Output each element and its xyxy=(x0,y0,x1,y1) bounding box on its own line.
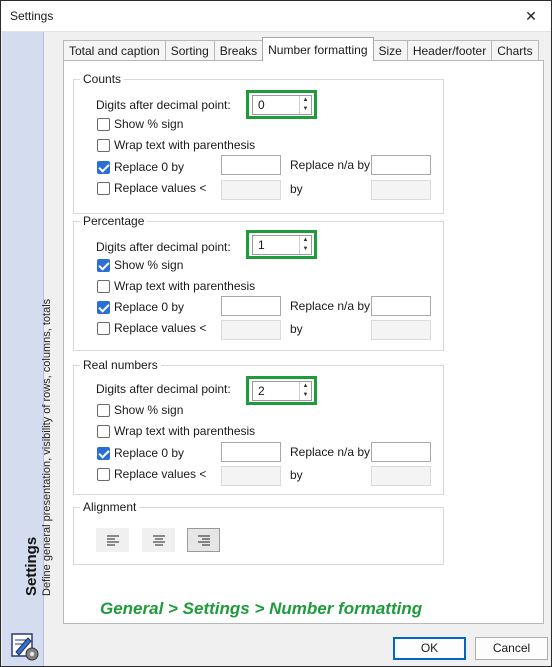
tab-breaks[interactable]: Breaks xyxy=(214,40,263,61)
spinner-buttons xyxy=(299,236,311,254)
counts-group xyxy=(73,72,444,214)
spin-up-icon[interactable]: ▲ xyxy=(302,383,309,389)
wrap-label: Wrap text with parenthesis xyxy=(114,138,256,152)
show-percent-label: Show % sign xyxy=(114,117,184,131)
counts-group-title: Counts xyxy=(80,72,124,86)
real-wrap-checkbox[interactable] xyxy=(97,425,110,438)
tab-size[interactable]: Size xyxy=(373,40,408,61)
percentage-replace0-checkbox[interactable] xyxy=(97,301,110,314)
tab-header-footer[interactable]: Header/footer xyxy=(407,40,492,61)
spin-down-icon[interactable]: ▼ xyxy=(302,392,309,398)
real-replace-values-input xyxy=(221,466,281,486)
align-left-button[interactable] xyxy=(96,528,129,552)
counts-replace-values-checkbox[interactable] xyxy=(97,182,110,195)
digits-label: Digits after decimal point: xyxy=(96,240,231,254)
counts-replace0-input[interactable] xyxy=(221,155,281,175)
percentage-show-percent-checkbox[interactable] xyxy=(97,259,110,272)
window-title: Settings xyxy=(10,9,54,23)
real-replace-na-input[interactable] xyxy=(371,442,431,462)
title-bar xyxy=(1,1,551,32)
percentage-replace-values-input xyxy=(221,320,281,340)
spin-up-icon[interactable]: ▲ xyxy=(302,237,309,243)
percentage-wrap-checkbox[interactable] xyxy=(97,280,110,293)
navigation-path-note: General > Settings > Number formatting xyxy=(100,599,423,618)
close-icon[interactable]: ✕ xyxy=(525,8,537,24)
real-digits-value: 2 xyxy=(258,384,265,398)
replace-values-label: Replace values < xyxy=(114,181,207,195)
tab-sorting[interactable]: Sorting xyxy=(165,40,215,61)
percentage-replace0-input[interactable] xyxy=(221,296,281,316)
settings-pencil-gear-icon xyxy=(10,632,40,662)
replace-values-label: Replace values < xyxy=(114,321,207,335)
cancel-button[interactable]: Cancel xyxy=(475,637,548,660)
wrap-label: Wrap text with parenthesis xyxy=(114,279,256,293)
real-numbers-group-title: Real numbers xyxy=(80,358,161,372)
digits-label: Digits after decimal point: xyxy=(96,382,231,396)
ok-button[interactable]: OK xyxy=(393,637,466,660)
replace-values-label: Replace values < xyxy=(114,467,207,481)
by-label: by xyxy=(290,322,303,336)
percentage-digits-spinner[interactable] xyxy=(252,235,312,255)
replace-na-label: Replace n/a by xyxy=(290,445,371,459)
real-replace-by-input xyxy=(371,466,431,486)
replace-na-label: Replace n/a by xyxy=(290,158,371,172)
spinner-buttons xyxy=(299,96,311,114)
real-replace0-input[interactable] xyxy=(221,442,281,462)
align-center-button[interactable] xyxy=(142,528,175,552)
replace0-label: Replace 0 by xyxy=(114,160,185,174)
counts-show-percent-checkbox[interactable] xyxy=(97,118,110,131)
digits-label: Digits after decimal point: xyxy=(96,98,231,112)
by-label: by xyxy=(290,468,303,482)
spin-down-icon[interactable]: ▼ xyxy=(302,246,309,252)
align-right-button[interactable] xyxy=(187,528,220,552)
counts-replace-by-input xyxy=(371,180,431,200)
wrap-label: Wrap text with parenthesis xyxy=(114,424,256,438)
percentage-group xyxy=(73,214,444,351)
percentage-group-title: Percentage xyxy=(80,214,147,228)
percentage-replace-values-checkbox[interactable] xyxy=(97,322,110,335)
side-banner-subtitle: Define general presentation, visibility of rows, columns, totals xyxy=(41,298,53,596)
real-show-percent-checkbox[interactable] xyxy=(97,404,110,417)
tab-number-formatting[interactable]: Number formatting xyxy=(262,37,373,61)
side-banner xyxy=(2,32,53,666)
percentage-replace-by-input xyxy=(371,320,431,340)
counts-digits-spinner[interactable] xyxy=(252,95,312,115)
side-banner-title: Settings xyxy=(23,536,40,596)
replace0-label: Replace 0 by xyxy=(114,300,185,314)
counts-digits-value: 0 xyxy=(258,98,265,112)
align-right-icon xyxy=(198,535,211,546)
spin-down-icon[interactable]: ▼ xyxy=(302,106,309,112)
spinner-buttons xyxy=(299,382,311,400)
real-replace0-checkbox[interactable] xyxy=(97,447,110,460)
counts-replace0-checkbox[interactable] xyxy=(97,161,110,174)
percentage-replace-na-input[interactable] xyxy=(371,296,431,316)
alignment-group-title: Alignment xyxy=(80,500,139,514)
show-percent-label: Show % sign xyxy=(114,403,184,417)
counts-replace-na-input[interactable] xyxy=(371,155,431,175)
alignment-group xyxy=(73,500,444,565)
spin-up-icon[interactable]: ▲ xyxy=(302,97,309,103)
replace0-label: Replace 0 by xyxy=(114,446,185,460)
percentage-digits-value: 1 xyxy=(258,238,265,252)
tab-bar xyxy=(63,40,538,61)
counts-wrap-checkbox[interactable] xyxy=(97,139,110,152)
real-replace-values-checkbox[interactable] xyxy=(97,468,110,481)
number-formatting-panel xyxy=(63,60,544,624)
real-numbers-group xyxy=(73,358,444,495)
tab-total-and-caption[interactable]: Total and caption xyxy=(63,40,166,61)
side-banner-text xyxy=(23,299,53,596)
tab-charts[interactable]: Charts xyxy=(491,40,538,61)
counts-replace-values-input xyxy=(221,180,281,200)
show-percent-label: Show % sign xyxy=(114,258,184,272)
by-label: by xyxy=(290,182,303,196)
align-left-icon xyxy=(107,535,120,546)
align-center-icon xyxy=(153,535,166,546)
replace-na-label: Replace n/a by xyxy=(290,299,371,313)
real-digits-spinner[interactable] xyxy=(252,381,312,401)
